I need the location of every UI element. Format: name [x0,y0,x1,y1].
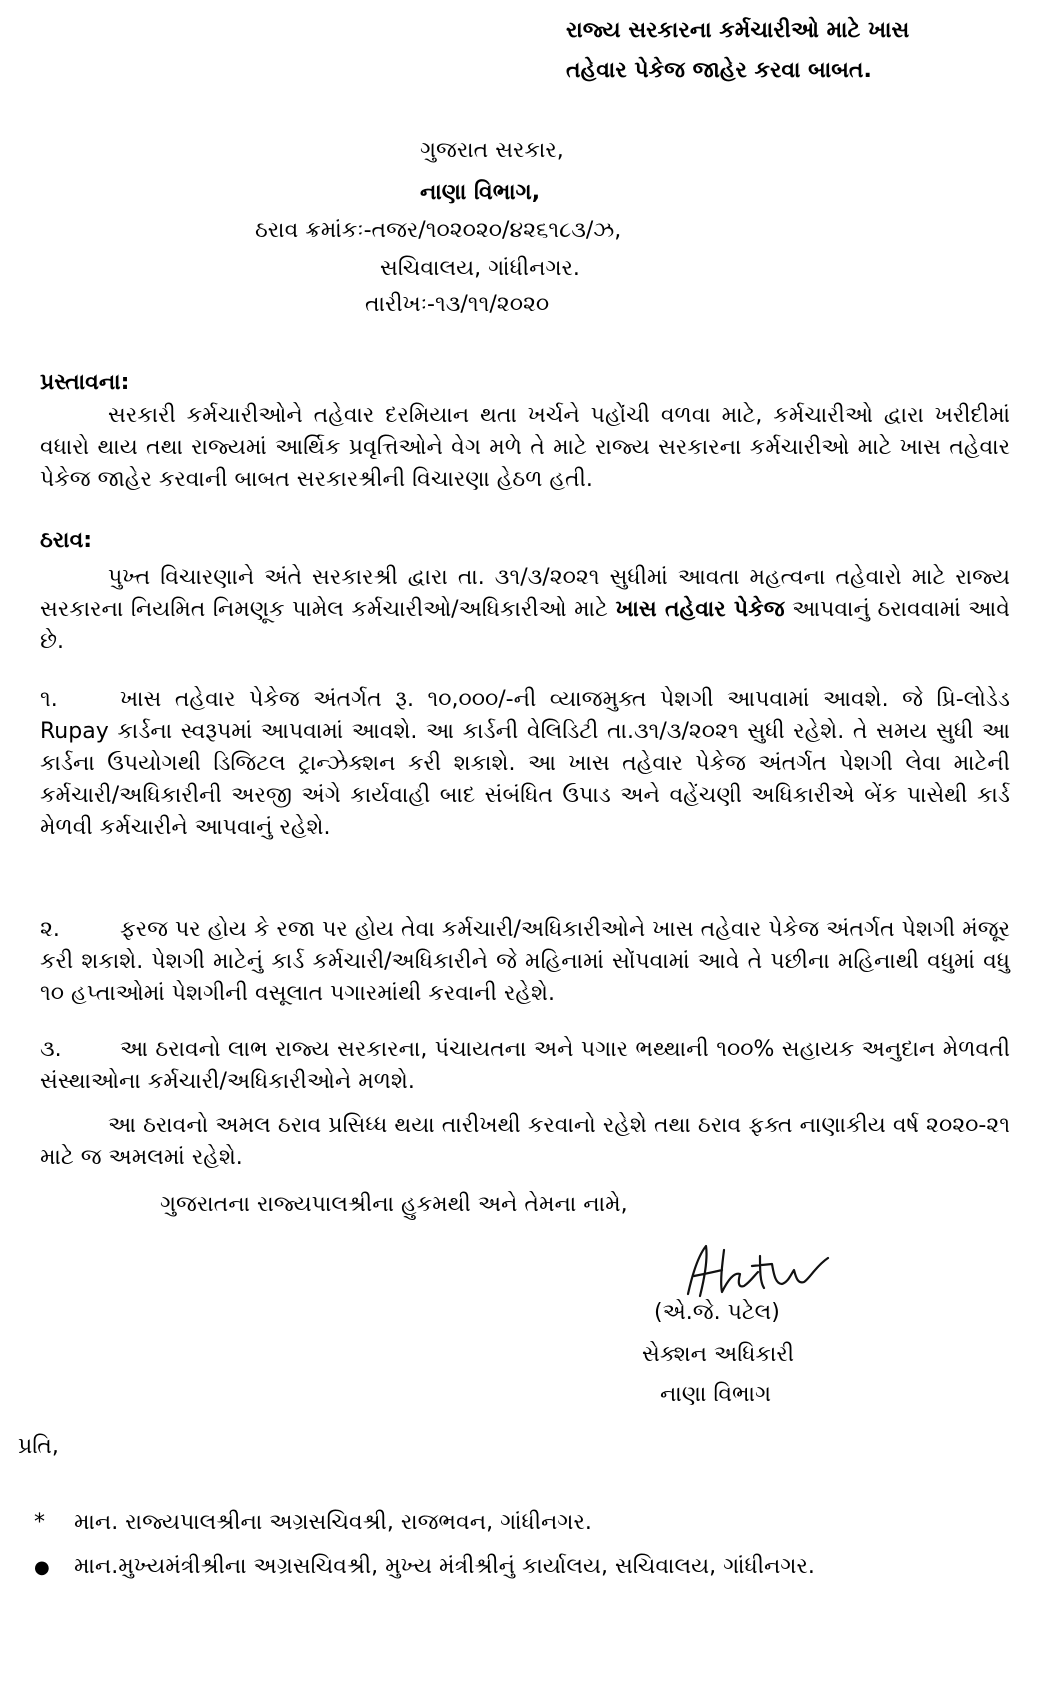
recipient-text: માન.મુખ્યમંત્રીશ્રીના અગ્રસચિવશ્રી, મુખ્ય મંત્રીશ્રીનું કાર્યાલય, સચિવાલય, ગાંધીનગર. [74,1554,815,1579]
point-1-number: ૧. [40,687,58,712]
handwritten-signature [680,1236,840,1306]
point-2 [40,914,1010,1010]
subject-line-2: તહેવાર પેકેજ જાહેર કરવા બાબત. [566,58,872,83]
department-name: નાણા વિભાગ, [420,180,541,205]
order-line: ગુજરાતના રાજ્યપાલશ્રીના હુકમથી અને તેમના નામે, [160,1192,628,1217]
place: સચિવાલય, ગાંધીનગર. [380,256,580,281]
recipient-item [34,1508,592,1538]
point-1-text: ખાસ તહેવાર પેકેજ અંતર્ગત રૂ. ૧૦,૦૦૦/-ની વ્યાજમુક્ત પેશગી આપવામાં આવશે. જે પ્રિ-લોડેડ Rupay કાર્ડના સ્વરૂપમાં આપવામાં આવશે. આ કાર્ડની વેલિડિટી તા.૩૧/૩/૨૦૨૧ સુધી રહેશે. તે સમય સુધી આ કાર્ડના ઉપયોગથી ડિજિટલ ટ્રાન્ઝેક્શન કરી શકાશે. આ ખાસ તહેવાર પેકેજ અંતર્ગત પેશગી લેવા માટેની કર્મચારી/અધિકારીની અરજી અંગે કાર્યવાહી બાદ સંબંધિત ઉપાડ અને વહેંચણી અધિકારીએ બેંક પાસેથી કાર્ડ મેળવી કર્મચારીને આપવાનું રહેશે. [40,687,1010,840]
closing-text: આ ઠરાવનો અમલ ઠરાવ પ્રસિધ્ધ થયા તારીખથી કરવાનો રહેશે તથા ઠરાવ ફક્ત નાણાકીય વર્ષ ૨૦૨૦-૨૧ માટે જ અમલમાં રહેશે. [40,1113,1010,1170]
resolution-intro-bold: ખાસ તહેવાર પેકેજ [615,597,785,622]
recipients-heading: પ્રતિ, [18,1434,59,1459]
government-name: ગુજરાત સરકાર, [420,138,564,163]
preamble-text: સરકારી કર્મચારીઓને તહેવાર દરમિયાન થતા ખર્ચને પહોંચી વળવા માટે, કર્મચારીઓ દ્વારા ખરીદીમાં વધારો થાય તથા રાજ્યમાં આર્થિક પ્રવૃત્તિઓને વેગ મળે તે માટે રાજ્ય સરકારના કર્મચારીઓ માટે ખાસ તહેવાર પેકેજ જાહેર કરવાની બાબત સરકારશ્રીની વિચારણા હેઠળ હતી. [40,403,1010,492]
signatory-department: નાણા વિભાગ [660,1382,772,1407]
asterisk-icon: * [34,1510,45,1535]
point-3 [40,1034,1010,1098]
point-3-text: આ ઠરાવનો લાભ રાજ્ય સરકારના, પંચાયતના અને પગાર ભથ્થાની ૧૦૦% સહાયક અનુદાન મેળવતી સંસ્થાઓના કર્મચારી/અધિકારીઓને મળશે. [40,1037,1010,1094]
point-2-number: ૨. [40,917,60,942]
recipient-text: માન. રાજ્યપાલશ્રીના અગ્રસચિવશ્રી, રાજભવન, ગાંધીનગર. [74,1510,592,1535]
resolution-heading: ઠરાવ: [40,528,93,553]
signatory-designation: સેક્શન અધિકારી [642,1342,794,1367]
signatory-name: (એ.જે. પટેલ) [654,1300,780,1325]
resolution-number: ઠરાવ ક્રમાંકઃ-તજર/૧૦૨૦૨૦/૪૨૬૧૮૩/ઝ, [255,218,622,243]
point-3-number: ૩. [40,1037,62,1062]
resolution-intro-end: આપવાનું ઠરાવવામાં આવે છે. [40,597,1010,654]
point-1 [40,684,1010,844]
bullet-icon: ● [34,1557,50,1578]
recipient-item [34,1552,815,1583]
resolution-intro-text: પુખ્ત વિચારણાને અંતે સરકારશ્રી દ્વારા તા. ૩૧/૩/૨૦૨૧ સુધીમાં આવતા મહત્વના તહેવારો માટે રાજ્ય સરકારના નિયમિત નિમણૂક પામેલ કર્મચારીઓ/અધિકારીઓ માટે [40,565,1010,622]
subject-line-1: રાજ્ય સરકારના કર્મચારીઓ માટે ખાસ [566,18,910,43]
point-2-text: ફરજ પર હોય કે રજા પર હોય તેવા કર્મચારી/અધિકારીઓને ખાસ તહેવાર પેકેજ અંતર્ગત પેશગી મંજૂર કરી શકાશે. પેશગી માટેનું કાર્ડ કર્મચારી/અધિકારીને જે મહિનામાં સોંપવામાં આવે તે પછીના મહિનાથી વધુમાં વધુ ૧૦ હપ્તાઓમાં પેશગીની વસૂલાત પગારમાંથી કરવાની રહેશે. [40,917,1010,1006]
resolution-intro [40,562,1010,658]
resolution-date: તારીખઃ-૧૩/૧૧/૨૦૨૦ [365,292,550,317]
preamble-heading: પ્રસ્તાવના: [40,370,130,395]
